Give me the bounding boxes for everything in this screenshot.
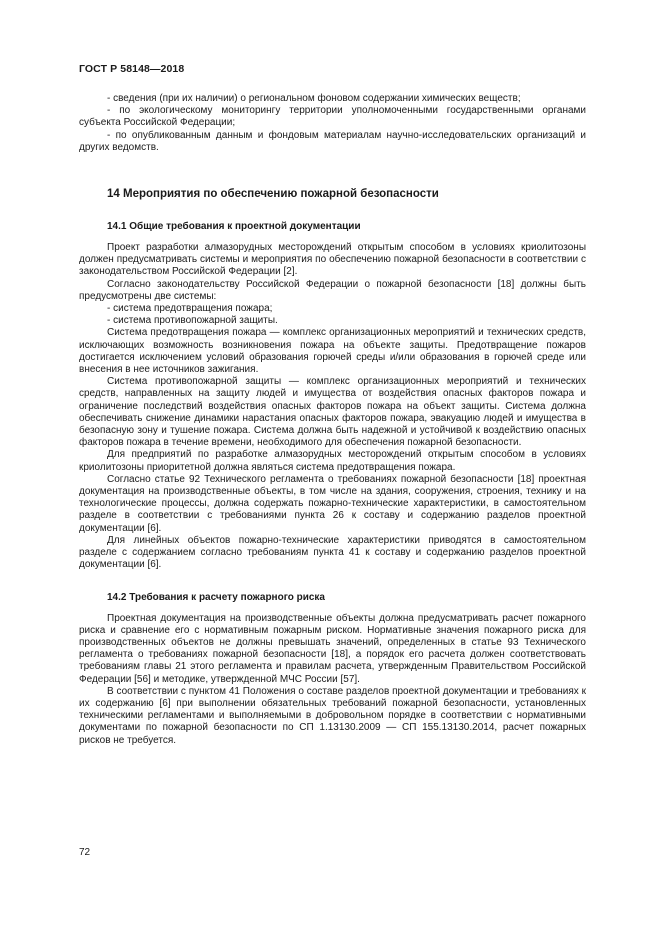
paragraph: Согласно статье 92 Технического регламента о требованиях пожарной безопасности [18] проектная документация на производственные объекты, в том числе на здания, сооружения, строения, технику и на технологические процессы, должна содержать пожарно-технические характеристики, в самостоятельном разделе в соответствии с требованиями пункта 26 к составу и содержанию разделов проектной документации [6].	[79, 473, 586, 534]
intro-paragraph: - сведения (при их наличии) о региональном фоновом содержании химических веществ;	[107, 93, 521, 104]
section-14-title: 14 Мероприятия по обеспечению пожарной безопасности	[107, 188, 439, 201]
paragraph: В соответствии с пунктом 41 Положения о составе разделов проектной документации и требованиях к их содержанию [6] при выполнении обязательных требований пожарной безопасности, установленных техническими регламентами и выполняемыми в добровольном порядке в соответствии с нормативными документами по пожарной безопасности по СП 1.13130.2009 — СП 155.13130.2014, расчет пожарных рисков не требуется.	[79, 685, 586, 746]
paragraph: Для предприятий по разработке алмазорудных месторождений открытым способом в условиях криолитозоны приоритетной должна являться система предотвращения пожара.	[79, 449, 586, 473]
paragraph: Для линейных объектов пожарно-технические характеристики приводятся в самостоятельном разделе с содержанием согласно требованиям пункта 41 к составу и содержанию разделов проектной документации [6].	[79, 534, 586, 571]
paragraph: Проект разработки алмазорудных месторождений открытым способом в условиях криолитозоны должен предусматривать системы и мероприятия по обеспечению пожарной безопасности в соответствии с законодательством Российской Федерации [2].	[79, 242, 586, 278]
list-item: - система противопожарной защиты.	[107, 315, 278, 327]
paragraph: Проектная документация на производственные объекты должна предусматривать расчет пожарного риска и сравнение его с нормативным пожарным риском. Нормативные значения пожарного риска для производственных объектов не должны превышать значений, определенных в статье 93 Технического регламента о требованиях пожарной безопасности [18], а порядок его расчета должен соответствовать требованиям главы 21 этого регламента и правилам расчета, утвержденным Правительством Российской Федерации [56] и методике, утвержденной МЧС России [57].	[79, 612, 586, 685]
list-item: - система предотвращения пожара;	[107, 303, 273, 315]
page-content	[79, 93, 586, 747]
paragraph: Система противопожарной защиты — комплекс организационных мероприятий и технических средств, направленных на защиту людей и имущества от воздействия опасных факторов пожара и ограничение последствий воздействия опасных факторов пожара на объект защиты. Система должна обеспечивать снижение динамики нарастания опасных факторов пожара, эвакуацию людей и имущества в безопасную зону и тушение пожара. Система должна быть надежной и устойчивой к воздействию опасных факторов пожара в течение времени, необходимого для обеспечения пожарной безопасности.	[79, 376, 586, 449]
intro-paragraph: - по экологическому мониторингу территории уполномоченными государственными органами субъекта Российской Федерации;	[79, 105, 586, 129]
page-number: 72	[79, 847, 91, 858]
document-header: ГОСТ Р 58148—2018	[79, 63, 185, 75]
paragraph: Система предотвращения пожара — комплекс организационных мероприятий и технических средств, исключающих возможность возникновения пожара на объекте защиты. Предотвращение пожаров достигается исключением условий образования горючей среды и/или образования в горючей среде или внесения в нее источников зажигания.	[79, 327, 586, 376]
subsection-14-2-title: 14.2 Требования к расчету пожарного риска	[107, 591, 325, 603]
paragraph: Согласно законодательству Российской Федерации о пожарной безопасности [18] должны быть предусмотрены две системы:	[79, 278, 586, 302]
subsection-14-1-title: 14.1 Общие требования к проектной документации	[107, 221, 361, 233]
intro-paragraph: - по опубликованным данным и фондовым материалам научно-исследовательских организаций и других ведомств.	[79, 129, 586, 153]
